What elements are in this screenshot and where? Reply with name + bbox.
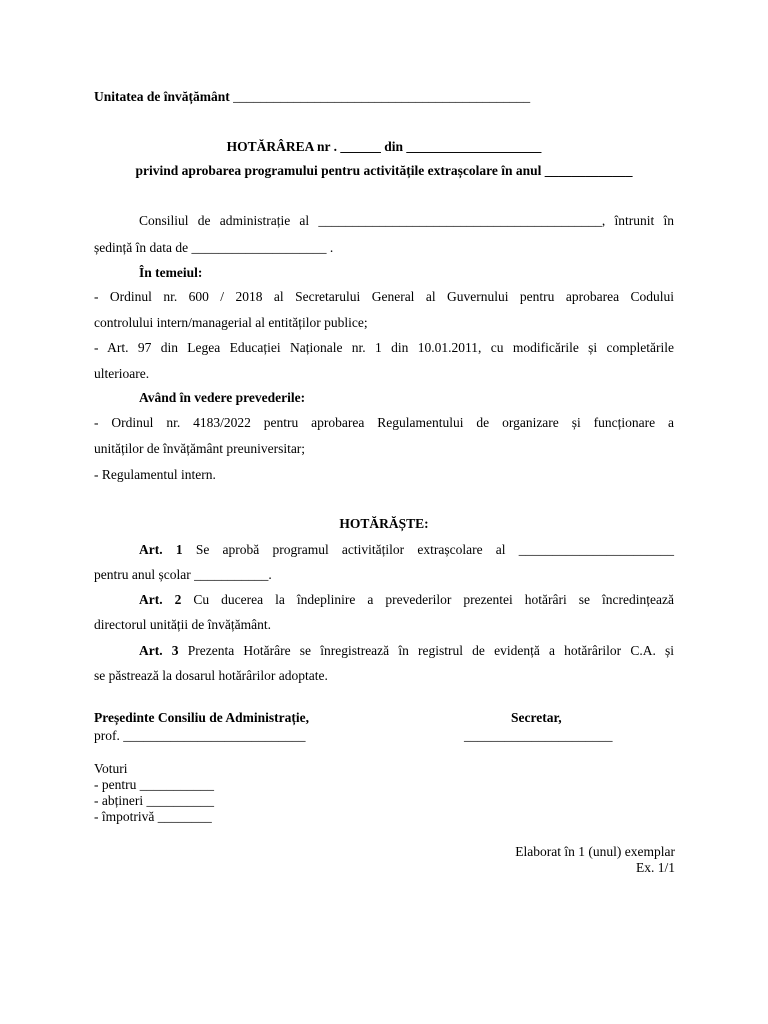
copy-number: Ex. 1/1 <box>636 860 675 875</box>
temeiul-heading: În temeiul: <box>139 265 203 280</box>
article-2-line-1 <box>139 592 674 608</box>
intro-line-2: ședință în data de ____________________ . <box>94 240 334 255</box>
article-2-text: Cu ducerea la îndeplinire a prevederilor prezentei hotărâri se încredințează <box>193 592 674 607</box>
avand-heading: Având în vedere prevederile: <box>139 390 306 405</box>
decision-subject: privind aprobarea programului pentru activitățile extrașcolare în anul _____________ <box>135 163 633 178</box>
votes-against: - împotrivă ________ <box>94 809 212 824</box>
article-1-line-2: pentru anul școlar ___________. <box>94 567 272 582</box>
secretary-signature-line: ______________________ <box>464 728 613 743</box>
secretary-title: Secretar, <box>511 710 562 725</box>
president-title: Președinte Consiliu de Administrație, <box>94 710 310 725</box>
decides-heading: HOTĂRĂȘTE: <box>339 516 429 531</box>
unit-line <box>94 89 530 105</box>
article-1-text: Se aprobă programul activităților extrașcolare al _______________________ <box>195 542 675 557</box>
temeiul-item-1-line-1: - Ordinul nr. 600 / 2018 al Secretarului General al Guvernului pentru aprobarea Codului <box>94 289 674 304</box>
article-1-line-1 <box>139 542 674 558</box>
article-3-label: Art. 3 <box>139 643 179 658</box>
intro-line-1: Consiliul de administrație al __________________________________________, întrunit în <box>139 213 674 228</box>
temeiul-item-2-line-1: - Art. 97 din Legea Educației Naționale nr. 1 din 10.01.2011, cu modificările și completările <box>94 340 674 355</box>
unit-blank: ____________________________________________ <box>233 89 531 104</box>
temeiul-item-2-line-2: ulterioare. <box>94 366 150 381</box>
article-2-line-2: directorul unității de învățământ. <box>94 617 271 632</box>
article-3-line-1 <box>139 643 674 659</box>
article-3-line-2: se păstrează la dosarul hotărârilor adoptate. <box>94 668 328 683</box>
article-3-text: Prezenta Hotărâre se înregistrează în registrul de evidență a hotărârilor C.A. și <box>187 643 675 658</box>
president-signature-line: prof. ___________________________ <box>94 728 306 743</box>
article-1-label: Art. 1 <box>139 542 183 557</box>
temeiul-item-1-line-2: controlului intern/managerial al entităților publice; <box>94 315 368 330</box>
avand-item-1-line-2: unităților de învățământ preuniversitar; <box>94 441 306 456</box>
article-2-label: Art. 2 <box>139 592 182 607</box>
decision-title: HOTĂRÂREA nr . ______ din ____________________ <box>226 139 542 154</box>
avand-item-2: - Regulamentul intern. <box>94 467 216 482</box>
votes-abstain: - abțineri __________ <box>94 793 214 808</box>
unit-label: Unitatea de învățământ <box>94 89 230 104</box>
votes-heading: Voturi <box>94 761 128 776</box>
avand-item-1-line-1: - Ordinul nr. 4183/2022 pentru aprobarea Regulamentului de organizare și funcționare a <box>94 415 674 430</box>
copies-note: Elaborat în 1 (unul) exemplar <box>515 844 675 859</box>
votes-for: - pentru ___________ <box>94 777 214 792</box>
